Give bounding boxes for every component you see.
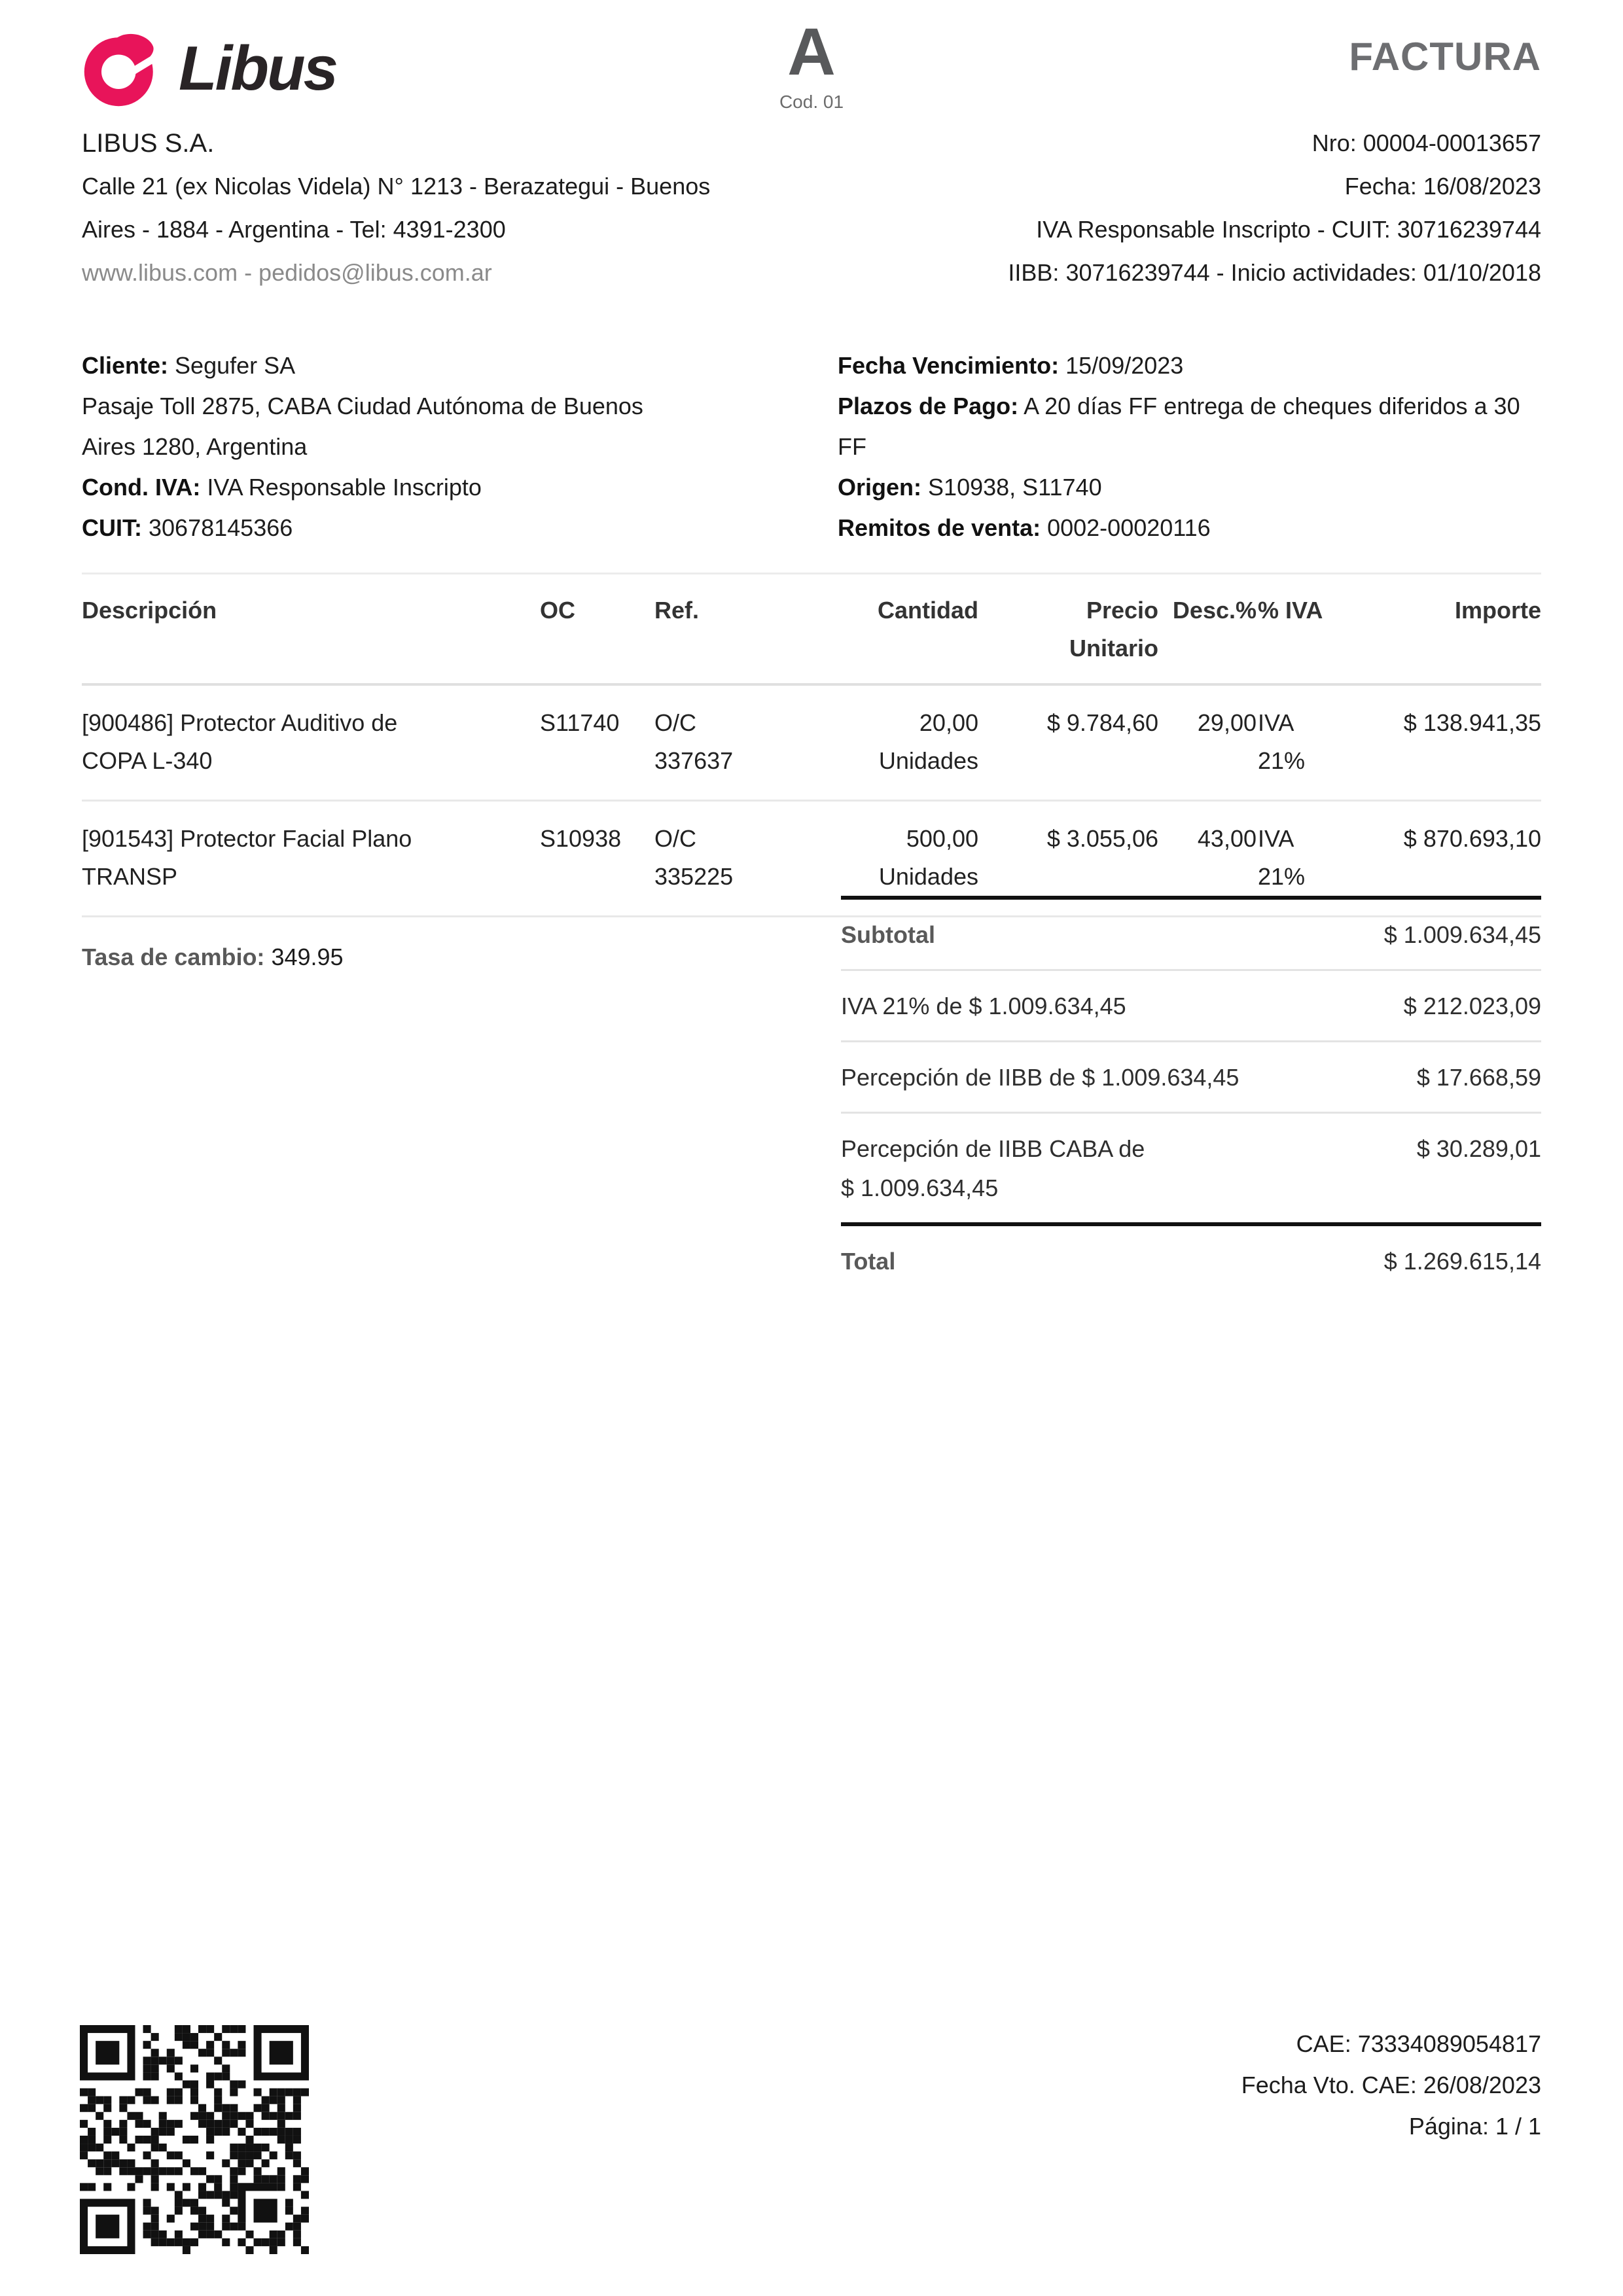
invoice-type-box (740, 14, 883, 113)
cae-number: CAE: 73334089054817 (1296, 2030, 1541, 2057)
subtotal-label: Subtotal (841, 921, 935, 948)
company-name: LIBUS S.A. (82, 129, 215, 158)
payment-terms-label: Plazos de Pago: (838, 393, 1019, 419)
origin-label: Origen: (838, 474, 922, 501)
subtotal-value: $ 1.009.634,45 (1383, 921, 1541, 948)
invoice-date: Fecha: 16/08/2023 (1344, 173, 1541, 200)
item-iva: IVA 21% (1258, 825, 1306, 890)
percepcion-caba-row (841, 1114, 1541, 1224)
iva-value: $ 212.023,09 (1403, 993, 1541, 1019)
item-quantity: 20,00 Unidades (878, 709, 978, 774)
table-row (82, 686, 1541, 802)
percepcion-caba-label: Percepción de IIBB CABA de $ 1.009.634,45 (841, 1135, 1145, 1201)
percepcion-iibb-value: $ 17.668,59 (1416, 1064, 1541, 1091)
exchange-rate (82, 944, 344, 971)
iva-row (841, 971, 1541, 1042)
item-amount: $ 138.941,35 (1403, 709, 1541, 736)
header-importe: Importe (1454, 597, 1541, 624)
item-oc: S10938 (540, 825, 622, 852)
item-unit-price: $ 3.055,06 (1046, 825, 1158, 852)
item-discount: 29,00 (1197, 709, 1257, 736)
exchange-rate-label: Tasa de cambio: (82, 944, 265, 970)
invoice-type-letter: A (787, 14, 836, 89)
invoice-meta (1008, 122, 1541, 294)
page-number: Página: 1 / 1 (1408, 2113, 1541, 2140)
items-table (82, 573, 1541, 917)
header-ref: Ref. (654, 597, 700, 624)
total-value: $ 1.269.615,14 (1383, 1248, 1541, 1275)
invoice-iva-cuit: IVA Responsable Inscripto - CUIT: 30716239744 (1036, 216, 1541, 243)
client-cuit: 30678145366 (149, 514, 293, 541)
header-desc-pct: Desc.% (1172, 597, 1257, 624)
payment-terms-text: A 20 días FF entrega de cheques diferidos a 30 FF (838, 393, 1520, 460)
percepcion-caba-value: $ 30.289,01 (1416, 1135, 1541, 1162)
header-precio-unitario: Precio Unitario (1069, 597, 1158, 662)
cae-due-date: Fecha Vto. CAE: 26/08/2023 (1241, 2072, 1541, 2098)
header-iva: % IVA (1258, 597, 1323, 624)
item-unit-price: $ 9.784,60 (1046, 709, 1158, 736)
item-discount: 43,00 (1197, 825, 1257, 852)
page-title: FACTURA (1349, 35, 1541, 79)
item-iva: IVA 21% (1258, 709, 1306, 774)
payment-terms (838, 345, 1544, 548)
item-ref: O/C 335225 (654, 825, 734, 890)
client-cond-iva-label: Cond. IVA: (82, 474, 201, 501)
qr-code (80, 2025, 309, 2254)
subtotal-row (841, 900, 1541, 971)
header-descripcion: Descripción (82, 597, 217, 624)
client-cond-iva: IVA Responsable Inscripto (207, 474, 482, 501)
cae-info (1241, 2023, 1541, 2147)
items-table-header (82, 574, 1541, 686)
invoice-number: Nro: 00004-00013657 (1311, 130, 1541, 156)
company-info (82, 122, 710, 294)
company-web-link[interactable]: www.libus.com - pedidos@libus.com.ar (82, 259, 492, 286)
iva-label: IVA 21% de $ 1.009.634,45 (841, 993, 1126, 1019)
libus-logo-icon (82, 27, 160, 110)
header-oc: OC (540, 597, 575, 624)
item-quantity: 500,00 Unidades (878, 825, 978, 890)
client-address-line2: Aires 1280, Argentina (82, 433, 308, 460)
client-name: Segufer SA (175, 352, 296, 379)
header-cantidad: Cantidad (877, 597, 978, 624)
exchange-rate-value: 349.95 (271, 944, 344, 970)
percepcion-iibb-label: Percepción de IIBB de $ 1.009.634,45 (841, 1064, 1240, 1091)
remitos-label: Remitos de venta: (838, 514, 1041, 541)
company-address-line1: Calle 21 (ex Nicolas Videla) N° 1213 - Berazategui - Buenos (82, 173, 711, 200)
item-ref: O/C 337637 (654, 709, 734, 774)
totals-table (841, 896, 1541, 1296)
invoice-iibb: IIBB: 30716239744 - Inicio actividades: 01/10/2018 (1008, 259, 1541, 286)
client-address-line1: Pasaje Toll 2875, CABA Ciudad Autónoma de Buenos (82, 393, 643, 419)
libus-logo-wordmark: Libus (179, 33, 336, 103)
client-cuit-label: CUIT: (82, 514, 142, 541)
invoice-type-code: Cod. 01 (779, 92, 844, 112)
due-date-label: Fecha Vencimiento: (838, 352, 1060, 379)
item-oc: S11740 (540, 709, 620, 736)
percepcion-iibb-row (841, 1042, 1541, 1114)
item-description: [900486] Protector Auditivo de COPA L-340 (82, 709, 398, 774)
client-label: Cliente: (82, 352, 169, 379)
total-label: Total (841, 1248, 896, 1275)
origin-value: S10938, S11740 (928, 474, 1102, 501)
item-description: [901543] Protector Facial Plano TRANSP (82, 825, 412, 890)
total-row (841, 1222, 1541, 1296)
company-logo (82, 27, 336, 110)
due-date: 15/09/2023 (1065, 352, 1184, 379)
company-address-line2: Aires - 1884 - Argentina - Tel: 4391-2300 (82, 216, 506, 243)
remitos-value: 0002-00020116 (1047, 514, 1211, 541)
client-info (82, 345, 769, 548)
item-amount: $ 870.693,10 (1403, 825, 1541, 852)
